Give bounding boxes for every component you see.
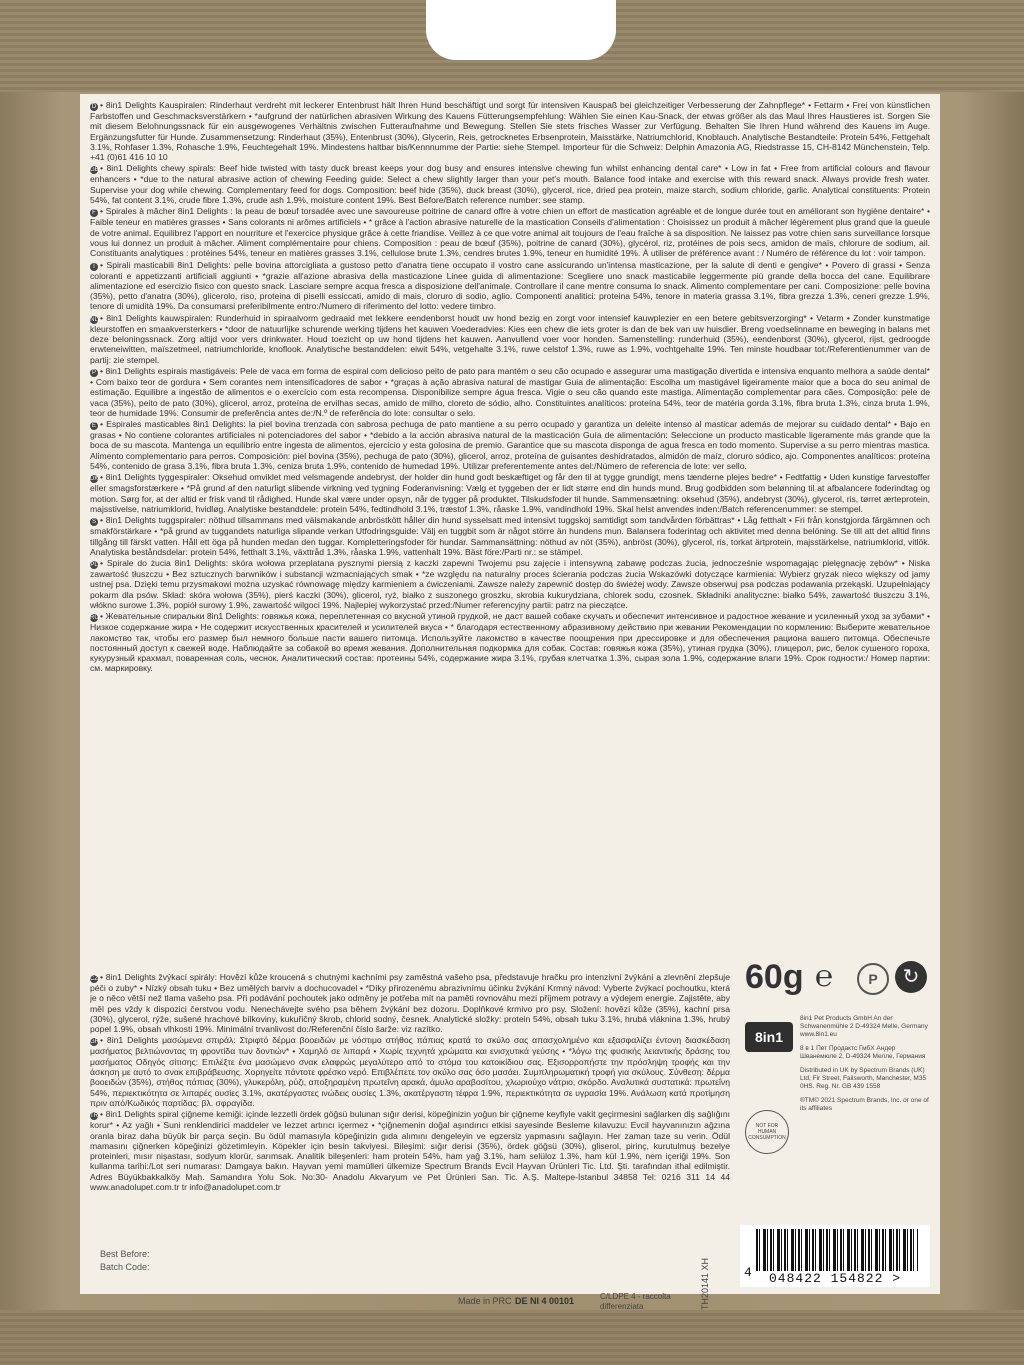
text-paragraph-gb: GB• 8in1 Delights chewy spirals: Beef hide twisted with tasty duck breast keeps your dog busy and ensures intensive chewing fun whilst enhancing dental care* • Low in fat • Free from artificial colours and flavour enhancers • *due to the natural abrasive action of chewing Feeding guide: Select a chew slightly larger than your pet's mouth. Balance food intake and exercise with this reward snack. Always provide fresh water. Supervise your dog while chewing. Complementary feed for dogs. Composition: beef hide (35%), duck breast (30%), glycerol, rice, dried pea protein, maize starch, sodium chloride, garlic. Analytical constituents: Protein 54%, fat content 3.1%, crude fibre 1.3%, crude ash 1.9%, moisture content 19%. Best Before/Batch reference number: see stamp. [90, 163, 930, 206]
text-paragraph-nl: NL • 8in1 Delights kauwspiralen: Runderhuid in spiraalvorm gedraaid met lekkere eendenborst houdt uw hond bezig en zorgt voor intensief kauwplezier en een betere gebitsverzorging* • Vetarm • Zonder kunstmatige kleurstoffen en smaakversterkers • *door de natuurlijke schurende werking tijdens het kauwen Voederadvies: Kies een chew die iets groter is dan de bek van uw huisdier. Breng voedselinname en beweging in balans met deze beloningssnack. Zorg altijd voor vers drinkwater. Houd toezicht op uw hond tijdens het kauwen. Aanvullend voer voor honden. Samenstelling: runderhuid (35%), eendenborst (30%), glycerol, rijst, gedroogde erwteneiwitten, maïszetmeel, natriumchloride, knoflook. Analytische bestanddelen: eiwit 54%, vetgehalte 3.1%, ruwe celstof 1.3%, ruwe as 1.9%, vochtgehalte 19%. Ten minste houdbaar tot:/Referentienummer van de partij: zie stempel. [90, 312, 930, 365]
text-paragraph-ru: RU• Жевательные спиральки 8in1 Delights: говяжья кожа, переплетенная со вкусной утиной грудкой, не даст вашей собаке скучать и обеспечит интенсивное и радостное жевание и усиленный уход за зубами* • Низкое содержание жира • Не содержит искусственных красителей и усилителей вкуса • * благодаря естественному абразивному действию при жевании Рекомендации по кормлению: Выберите жевательное лакомство так, чтобы его размер был немного больше пасти вашего питомца. Используйте лакомство в качестве поощрения при дрессировке и для обеспечения рациона вашего питомца. Обеспечьте постоянный доступ к свежей воде. Наблюдайте за собакой во время жевания. Дополнительная подкормка для собак. Состав: говяжья кожа (35%), утиная грудка (30%), глицерол, рис, белок сушеного гороха, кукурузный крахмал, поваренная соль, чеснок. Аналитический состав: протеины 54%, содержание жира 3.1%, грубая клетчатка 1.3%, сырая зола 1.9%, содержание влаги 19%. Срок годности:/ Номер партии: см. маркировку. [90, 611, 930, 674]
language-badge: TR [90, 1113, 98, 1120]
distributor-uk: Distributed in UK by Spectrum Brands (UK) Ltd, Fir Street, Failsworth, Manchester, M35 0HS. Reg. Nr. GB 439 1558 [800, 1067, 927, 1090]
lot-code: TH20141 XH [700, 1257, 710, 1310]
language-badge: D [91, 104, 97, 110]
best-before-label: Best Before: [100, 1249, 150, 1259]
text-paragraph-se: S • 8in1 Delights tuggspiraler: nöthud tillsammans med välsmakande anbröstkött håller din hund sysselsatt med intensivt tuggskoj samtidigt som tandvården förbättras* • Låg fetthalt • Fri från konstgjorda färgämnen och smakförstärkare • *på grund av tuggandets naturliga slipande verkan Utfodringsguide: Välj en tuggbit som är något större än hundens mun. Balansera foderintag och aktivitet med denna belöning. Se till att det alltid finns tillgång till färskt vatten. Håll ett öga på hunden medan den tuggar. Kompletteringsfoder för hundar. Sammansättning: nöthud av nöt (35%), anbröst (30%), glycerol, ris, torkat ärtprotein, majsstärkelse, natriumklorid, vitlök. Analytiska beståndsdelar: protein 54%, fetthalt 3.1%, växttråd 1.3%, råaska 1.9%, vattenhalt 19%. Bäst före:/Parti nr.: se stämpel. [90, 515, 930, 557]
recycle-arrows-icon: ↻ [895, 961, 927, 993]
language-badge: S [91, 519, 96, 526]
barcode-bars [756, 1229, 918, 1271]
text-paragraph-pl: PL • Spirale do żucia 8in1 Delights: skóra wołowa przeplatana pysznymi piersią z kaczki zapewni Twojemu psu zajęcie i intensywną zabawę podczas żucia, jednocześnie wspomagając pielęgnację zębów* • Niska zawartość tłuszczu • Bez sztucznych barwników i substancji wzmacniających smak • *ze względu na naturalny proces ścierania podczas żucia Wskazówki dotyczące karmienia: Wybierz gryzak nieco większy od jamy ustnej psa. Dzięki temu przysmakowi można uzyskać równowagę między karmieniem a ćwiczeniami. Zawsze należy zapewnić dostęp do świeżej wody. Zawsze obserwuj psa podczas podawania przekąski. Uzupełniający pokarm dla psów. Skład: skóra wołowa (35%), pierś kaczki (30%), glicerol, ryż, białko z suszonego groszku, skrobia kukurydziana, chlorek sodu, czosnek. Składniki analityczne: białko 54%, zawartość tłuszczu 3.1%, włókno surowe 1.3%, popiół surowy 1.9%, zawartość wilgoci 19%. Najlepiej wykorzystać przed:/Numer referencyjny partii: patrz na pieczątce. [90, 558, 930, 610]
bottom-seal [0, 1310, 1024, 1365]
text-paragraph-cz: CZ • 8in1 Delights žvýkací spirály: Hovězí kůže kroucená s chutnými kachními psy zaměstná vašeho psa, představuje hračku pro intenzivní žvýkání a zlevnění zlepšuje péči o zuby* • Nízký obsah tuku • Bez umělých barviv a dochucovadel • *Díky přirozenému abrazivnímu účinku žvýkání Krmný návod: Vyberte žvýkací pochoutku, která je o něco větší než tlama vašeho psa. Při podávání pochoutek jako odměny je potřeba mít na paměti rovnováhu mezi příjmem potravy a výdejem energie. Zajistěte, aby měl pes vždy k dispozici čerstvou vodu. Nenechávejte svého psa během žvýkání bez dozoru. Doplňkové krmivo pro psy. Složení: hovězí kůže (35%), kachní prsa (30%), glycerol, rýže, sušené hrachové bílkoviny, kukuřičný škrob, chlorid sodný, česnek. Analytické složky: protein 54%, obsah tuku 3.1%, hrubá vláknina 1.3%, hrubý popel 1.9%, obsah vlhkosti 19%. Minimální trvanlivost do:/Referenční číslo šarže: viz razítko. [90, 972, 730, 1035]
text-paragraph-pt: P • 8in1 Delights espirais mastigáveis: Pele de vaca em forma de espiral com delicioso peito de pato para mantém o seu cão ocupado e assegurar uma mastigação divertida e intensiva enquanto melhora a saúde dental* • Com baixo teor de gordura • Sem corantes nem intensificadores de sabor • *graças à ação abrasiva natural de mastigar Guia de alimentação: Escolha um mastigável ligeiramente maior que a boca do seu animal de estimação. Equilibre a ingestão de alimentos e o exercício com esta recompensa. Disponibilize sempre água fresca. Vigie o seu cão quando este mastiga. Alimentação complementar para cães. Composição: pele de vaca (35%), peito de pato (30%), glicerol, arroz, proteína de ervilhas secas, amido de milho, cloreto de sódio, alho. Constituintes analíticos: proteína 54%, teor de matéria gorda 3.1%, fibra bruta 1.3%, cinza bruta 1.9%, teor de humidade 19%. Consumir de preferência antes de:/N.º de referência do lote: consultar o selo. [90, 365, 930, 418]
text-paragraph-dk: DK • 8in1 Delights tyggespiraler: Oksehud omviklet med velsmagende andebryst, der holder din hund godt beskæftiget og får den til at tygge grundigt, mens tænderne plejes bedre* • Fedtfattig • Uden kunstige farvestoffer eller smagsforstærkere • *På grund af den naturligt slibende virkning ved tygning Foderanvisning: Vælg et tyggeben der er lidt større end din hunds mund. Brug godbidden som belønning til at afbalancere foderindtag og motion. Sørg for, at der altid er frisk vand til rådighed. Hunde skal være under opsyn, når de tygger på produktet. Tilskudsfoder til hunde. Sammensætning: oksehud (35%), andebryst (30%), glycerol, ris, tørret ærteprotein, majsstivelse, natriumklorid, hvidløg. Analytiske bestanddele: protein 54%, fedtindhold 3.1%, træstof 1.3%, råaske 1.9%, vandindhold 19%. Skal helst anvendes inden:/Batch referencenummer: se stempel. [90, 472, 930, 514]
language-badge: RU [90, 615, 99, 622]
language-badge: E [91, 423, 96, 430]
barcode-digits: 048422 154822 > [768, 1271, 902, 1286]
language-badge: NL [90, 316, 98, 323]
barcode-first-digit: 4 [744, 1265, 752, 1280]
language-badge: DK [90, 476, 99, 483]
language-badge: GB [90, 167, 99, 174]
text-paragraph-de: D • 8in1 Delights Kauspiralen: Rinderhaut verdreht mit leckerer Entenbrust hält Ihren Hund beschäftigt und sorgt für intensiven Kauspaß bei gleichzeitiger Verbesserung der Zahnpflege* • Fettarm • Frei von künstlichen Farbstoffen und Geschmacksverstärkern • *aufgrund der natürlichen abrasiven Wirkung des Kauens Fütterungsempfehlung: Wählen Sie einen Kau-Snack, der etwas größer als das Maul Ihres Haustieres ist. Sorgen Sie mit diesem Belohnungssnack für ein ausgewogenes Verhältnis zwischen Futteraufnahme und Bewegung. Stellen Sie stets frisches Wasser zur Verfügung. Behalten Sie Ihren Hund während des Kauens im Auge. Ergänzungsfutter für Hunde. Zusammensetzung: Rinderhaut (35%), Entenbrust (30%), Glycerin, Reis, getrocknetes Erbsenprotein, Maisstärke, Natriumchlorid, Knoblauch. Analytische Bestandteile: Protein 54%, Fettgehalt 3.1%, Rohfaser 1.3%, Rohasche 1.9%, Feuchtegehalt 19%. Mindestens haltbar bis/Kennnumme der Partie: siehe Stempel. Importeur für die Schweiz: Delphin Amazonia AG, Riedstrasse 15, CH-8142 Münchenstein, Telp. +41 (0)61 416 10 10 [90, 100, 930, 163]
best-before-area [100, 1248, 150, 1274]
text-paragraph-gr: GR• 8in1 Delights μασώμενα σπιράλ: Στριφτό δέρμα βοοειδών με νόστιμο στήθος πάπιας κρατά το σκύλο σας απασχολημένο και εξασφαλίζει έντονη διασκέδαση μασήματος βελτιώνοντας τη φροντίδα των δοντιών* • Χαμηλό σε λιπαρά • Χωρίς τεχνητά χρώματα και ενισχυτικά γεύσης • *λόγω της φυσικής λειαντικής δράσης του μασήματος Οδηγός σίτισης: Επιλέξτε ένα μασώμενο σνακ ελαφρώς μεγαλύτερο από το στόμα του κατοικίδιου σας. Εξισορροπήστε την πρόσληψη τροφής και την άσκηση με αυτό το σνακ επιβράβευσης. Χορηγείτε πάντοτε φρέσκο νερό. Επιβλέπετε τον σκύλο σας όσο μασάει. Συμπληρωματική τροφή για σκύλους. Σύνθεση: δέρμα βοοειδών (35%), στήθος πάπιας (30%), γλυκερόλη, ρύζι, αποξηραμένη πρωτεΐνη αρακά, άμυλο αραβοσίτου, χλωριούχο νάτριο, σκόρδο. Αναλυτικά συστατικά: πρωτεΐνη 54%, περιεκτικότητα σε λιπαρές ουσίες 3.1%, ακατέργαστες ινώδεις ουσίες 1.3%, ακατέργαστη τέφρα 1.9%, περιεκτικότητα σε υγρασία 19%. Ανάλωση κατά προτίμηση πριν από/Κωδικός παρτίδας: βλ. σφραγίδα. [90, 1035, 730, 1108]
language-badge: PL [90, 562, 98, 569]
language-badge: I [90, 263, 98, 271]
recycling-note: C/LDPE 4 - raccolta differenziata [600, 1292, 671, 1311]
text-paragraph-fr: F • Spirales à mâcher 8in1 Delights : la peau de bœuf torsadée avec une savoureuse poitrine de canard offre à votre chien un effort de mastication agréable et de longue durée tout en améliorant son hygiène dentaire* • Faible teneur en matières grasses • Sans colorants ni arômes artificiels • * grâce à l'action abrasive naturelle de la mastication Conseils d'alimentation : Choisissez un produit à mâcher légèrement plus grand que la gueule de votre animal. Equilibrez l'apport en nourriture et l'exercice physique grâce à cette friandise. Veillez à ce que votre animal ait toujours de l'eau fraîche à sa disposition. Ne laissez pas votre chien sans surveillance lorsque vous lui donnez un produit à mâcher. Aliment complémentaire pour chiens. Composition : peau de bœuf (35%), poitrine de canard (30%), glycérol, riz, protéines de pois secs, amidon de maïs, chlorure de sodium, ail. Constituants analytiques : protéines 54%, teneur en matières grasses 3.1%, cellulose brute 1.3%, cendres brutes 1.9%, teneur en humidité 19%. À utiliser de préférence avant : / Numéro de référence du lot : voir tampon. [90, 206, 930, 259]
multilingual-text-lower [90, 972, 730, 1224]
hang-hole [426, 0, 616, 60]
language-badge: F [90, 209, 98, 217]
not-for-human-consumption-icon: NOT FOR HUMAN CONSUMPTION [745, 1110, 789, 1154]
estimated-sign-icon: ℮ [815, 960, 834, 993]
language-badge: P [91, 369, 96, 376]
company-address-en: 8in1 Pet Products GmbH An der Schwanenmühle 2 D-49324 Melle, Germany www.8in1.eu [800, 1015, 928, 1038]
company-address-ru: 8 в 1 Пет Продактс ГмбХ Андер Шванемюле 2, D-49324 Мелле, Германия [800, 1045, 926, 1060]
language-badge: GR [90, 1039, 99, 1046]
made-in-label: Made in PRC [458, 1296, 512, 1306]
company-info [800, 1015, 930, 1225]
batch-code-label: Batch Code: [100, 1262, 150, 1272]
multilingual-text [90, 100, 930, 970]
language-badge: CZ [90, 976, 98, 982]
barcode [740, 1225, 930, 1287]
packaging-symbol-icon: P [857, 963, 889, 995]
weight-row [745, 955, 930, 1015]
text-paragraph-es: E • Espirales masticables 8in1 Delights: la piel bovina trenzada con sabrosa pechuga de pato mantiene a su perro ocupado y garantiza un deleite intenso al masticar además de mejorar su cuidado dental* • Bajo en grasas • No contiene colorantes artificiales ni potenciadores del sabor • *debido a la acción abrasiva natural de la masticación Guía de alimentación: Seleccione un producto masticable ligeramente más grande que la boca de su mascota. Mantenga un equilibrio entre ingesta de alimentos, ejercicio y esta golosina de premio. Garantice que su mascota disponga de agua fresca en todo momento. Supervise a su perro mientras mastica. Alimento complementario para perros. Composición: piel bovina (35%), pechuga de pato (30%), glicerol, arroz, proteína de guisantes deshidratados, almidón de maíz, cloruro sódico, ajo. Componentes analíticos: proteína 54%, contenido de grasa 3.1%, fibra bruta 1.3%, ceniza bruta 1.9%, contenido de humedad 19%. Utilizar preferentemente antes del:/Número de referencia de lote: ver sello. [90, 419, 930, 472]
net-weight: 60g [745, 958, 804, 996]
copyright: ®TM© 2021 Spectrum Brands, Inc. or one of its affiliates [800, 1097, 929, 1112]
text-paragraph-it: I • Spirali masticabili 8in1 Delights: pelle bovina attorcigliata a gustoso petto d'anatra tiene occupato il vostro cane assicurando un'intensa masticazione, per la salute di denti e gengive* • Povero di grassi • Senza coloranti e appetizzanti artificiali aggiunti • *grazie all'azione abrasiva della masticazione Linee guida di alimentazione: Scegliere uno snack masticabile leggermente più grande della bocca del cane. Equilibrare alimentazione ed esercizio fisico con questo snack. Lasciare sempre acqua fresca a disposizione dell'animale. Controllare il cane mentre consuma lo snack. Alimento complementare per cani. Composizione: pelle bovina (35%), petto d'anatra (30%), glicerolo, riso, proteina di piselli essiccati, amido di mais, cloruro di sodio, aglio. Componenti analitici: proteina 54%, tenore in materia grassa 3.1%, fibra grezza 1.3%, ceneri grezze 1.9%, tenore di umidità 19%. Da consumarsi preferibilmente entro:/Numero di riferimento del lotto: vedere timbro. [90, 259, 930, 312]
approval-number: DE NI 4 00101 [515, 1296, 575, 1306]
brand-logo: 8in1 [745, 1022, 793, 1052]
text-paragraph-tr: TR • 8in1 Delights spiral çiğneme kemiği: içinde lezzetli ördek göğsü bulunan sığır derisi, köpeğinizin yoğun bir çiğneme keyfiyle vakit geçirmesini sağlarken diş sağlığını korur* • Az yağlı • Suni renklendirici maddeler ve lezzet artırıcı içermez • *çiğnemenin doğal aşındırıcı etkisi sayesinde Besleme kılavuzu: Evcil hayvanınızın ağzına oranla biraz daha büyük bir parça seçin. Bu ödül mamasıyla köpeğinizin gıda alımını dengeleyin ve egzersiz yapmasını sağlayın. Her zaman taze su verin. Ödül mamasını çiğnerken köpeğinizi gözetimleyin. Köpekler için besin takviyesi. Bileşimi: sığır derisi (35%), ördek göğsü (30%), gliserol, pirinç, kurutulmuş bezelye proteinleri, mısır nişastası, sodyum klorür, sarımsak. Analitik bileşenleri: ham protein 54%, ham yağ 3.1%, ham selüloz 1.3%, ham kül 1.9%, nem içeriği 19%. Son kullanma tarihi:/Lot seri numarası: Damgaya bakın. Hayvan yemi mamülleri ülkemize Spectrum Brands Evcil Hayvan Ürünleri Tic. Ltd. Şti. tarafından ithal edilmiştir. Adres Büyükbakkalköy Mah. Samandıra Yolu Sok. No:30- Anadolu Akvaryum ve Pet Ürünleri San. Tic. A.Ş. Maltepe-İstanbul 34858 Tel: 0216 311 14 44 www.anadolupet.com.tr tr info@anadolupet.com.tr [90, 1109, 730, 1193]
